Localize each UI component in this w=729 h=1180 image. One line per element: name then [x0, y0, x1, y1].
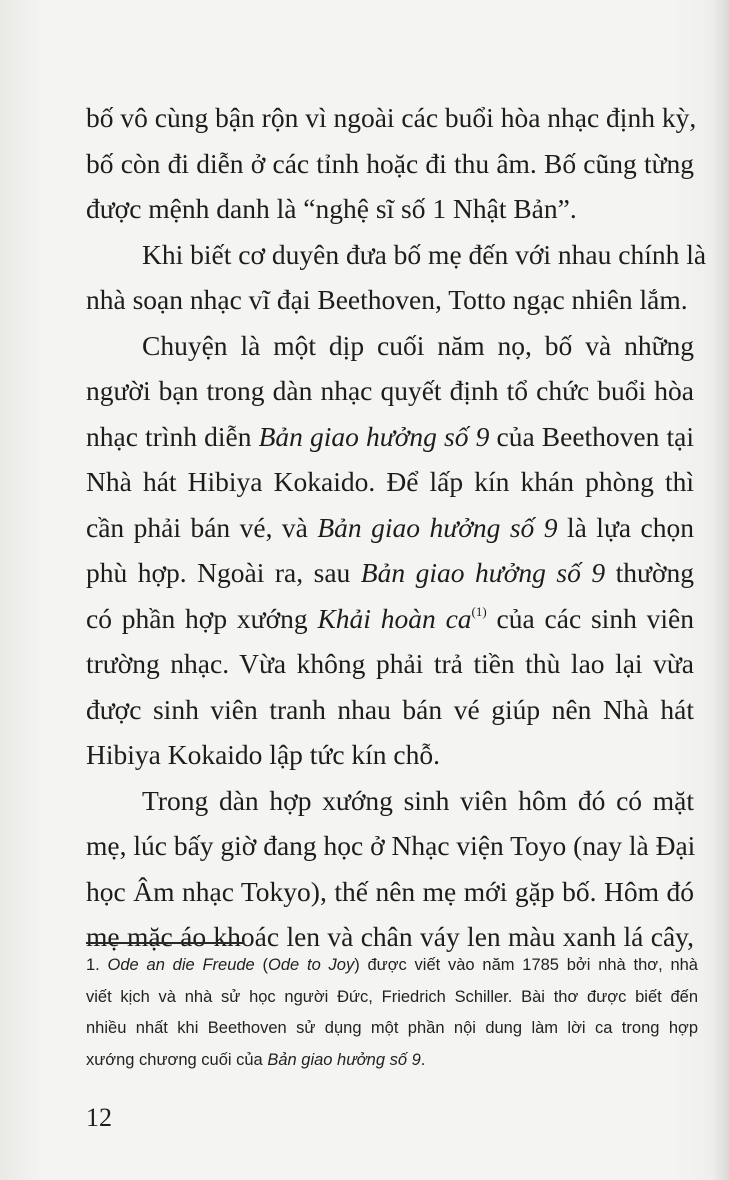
- text-line: mẹ, lúc bấy giờ đang học ở Nhạc viện Toyo (nay là Đại: [86, 830, 696, 861]
- footnote: [86, 950, 698, 1076]
- footnote-line: xướng chương cuối của Bản giao hưởng số 9.: [86, 1050, 426, 1069]
- text-line: người bạn trong dàn nhạc quyết định tổ chức buổi hòa: [86, 375, 694, 406]
- italic-title: Khải hoàn ca: [317, 602, 472, 634]
- footnote-marker: (1): [471, 603, 487, 619]
- text-segment: là lựa chọn: [557, 511, 694, 543]
- text-line: được mệnh danh là “nghệ sĩ số 1 Nhật Bản”.: [86, 193, 577, 224]
- text-line: học Âm nhạc Tokyo), thế nên mẹ mới gặp bố. Hôm đó: [86, 875, 694, 907]
- text-line: Khi biết cơ duyên đưa bố mẹ đến với nhau chính là: [142, 238, 707, 270]
- footnote-line: 1. Ode an die Freude (Ode to Joy) được viết vào năm 1785 bởi nhà thơ, nhà: [86, 956, 698, 974]
- page-gutter-shadow: [711, 0, 729, 1180]
- text-line: Trong dàn hợp xướng sinh viên hôm đó có mặt: [142, 784, 694, 816]
- body-text: [86, 95, 707, 960]
- text-segment: phù hợp. Ngoài ra, sau: [86, 557, 361, 588]
- text-line: Nhà hát Hibiya Kokaido. Để lấp kín khán phòng thì: [86, 466, 694, 497]
- text-line: được sinh viên tranh nhau bán vé giúp nên Nhà hát: [86, 693, 694, 725]
- text-line: nhà soạn nhạc vĩ đại Beethoven, Totto ngạc nhiên lắm.: [86, 284, 688, 315]
- text-line: bố vô cùng bận rộn vì ngoài các buổi hòa nhạc định kỳ,: [86, 102, 697, 133]
- text-line: [86, 505, 694, 551]
- text-segment: cần phải bán vé, và: [86, 511, 318, 543]
- footnote-line: nhiều nhất khi Beethoven sử dụng một phần nội dung làm lời ca trong hợp: [86, 1019, 698, 1037]
- text-segment: có phần hợp xướng: [86, 602, 318, 634]
- footnote-line: viết kịch và nhà sử học người Đức, Friedrich Schiller. Bài thơ được biết đến: [86, 987, 698, 1006]
- text-segment: của các sinh viên: [486, 602, 694, 634]
- text-line: [86, 550, 694, 596]
- text-line: bố còn đi diễn ở các tỉnh hoặc đi thu âm. Bố cũng từng: [86, 147, 694, 179]
- page-number: 12: [86, 1103, 112, 1132]
- text-line: Chuyện là một dịp cuối năm nọ, bố và những: [142, 329, 694, 361]
- italic-title: Bản giao hưởng số 9: [360, 557, 606, 588]
- text-segment: nhạc trình diễn: [86, 420, 259, 452]
- text-line: [86, 596, 694, 642]
- text-line: mẹ mặc áo khoác len và chân váy len màu xanh lá cây,: [86, 921, 694, 952]
- italic-title: Bản giao hưởng số 9: [317, 511, 558, 543]
- text-segment: thường: [605, 557, 694, 588]
- text-line: [86, 414, 694, 460]
- text-line: Hibiya Kokaido lập tức kín chỗ.: [86, 739, 440, 770]
- text-segment: của Beethoven tại: [489, 420, 694, 452]
- italic-title: Bản giao hưởng số 9: [258, 420, 490, 452]
- footnote-rule: [86, 942, 244, 944]
- text-line: trường nhạc. Vừa không phải trả tiền thù lao lại vừa: [86, 648, 694, 679]
